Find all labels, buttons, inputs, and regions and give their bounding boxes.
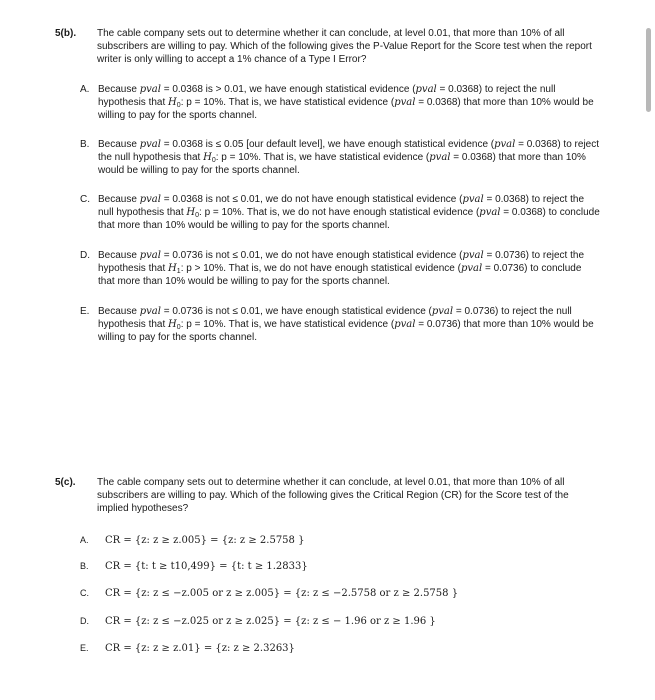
scrollbar[interactable] xyxy=(646,28,651,112)
option-expression: CR = {z: z ≤ −z.005 or z ≥ z.005} = {z: z ≤ −2.5758 or z ≥ 2.5758 } xyxy=(105,588,459,599)
cr-option-d[interactable] xyxy=(80,615,436,628)
option-label: A. xyxy=(80,84,90,95)
cr-option-e[interactable] xyxy=(80,642,295,655)
option-expression: CR = {t: t ≥ t10,499} = {t: t ≥ 1.2833} xyxy=(105,561,308,572)
option-c[interactable] xyxy=(80,193,600,232)
option-text: Because pval = 0.0368 is ≤ 0.05 [our default level], we have enough statistical evidence (pval = 0.0368) to reject the null hypothesis that $H_0$: p = 10%. That is, we have statistical evidence (pval = 0.0368) that more than 10% would be willing to pay for the sports channel. xyxy=(98,139,600,176)
question-text: The cable company sets out to determine whether it can conclude, at level 0.01, that more than 10% of all subscribers are willing to pay. Which of the following gives the Critical Region (CR) for the Score test of the implied hypotheses? xyxy=(97,477,569,514)
option-text: Because pval = 0.0736 is not ≤ 0.01, we do not have enough statistical evidence (pval = 0.0736) to reject the hypothesis that $H_1$: p > 10%. That is, we do not have enough statistical evidence (pval = 0.0736) to conclude that more than 10% would be willing to pay for the sports channel. xyxy=(98,250,585,287)
option-label: C. xyxy=(80,588,89,598)
option-expression: CR = {z: z ≥ z.01} = {z: z ≥ 2.3263} xyxy=(105,643,295,654)
option-expression: CR = {z: z ≥ z.005} = {z: z ≥ 2.5758 } xyxy=(105,535,305,546)
option-b[interactable] xyxy=(80,138,600,177)
option-label: E. xyxy=(80,643,89,653)
option-label: E. xyxy=(80,306,90,317)
question-5b xyxy=(55,27,600,66)
option-expression: CR = {z: z ≤ −z.025 or z ≥ z.025} = {z: z ≤ − 1.96 or z ≥ 1.96 } xyxy=(105,616,436,627)
option-label: B. xyxy=(80,139,90,150)
question-text: The cable company sets out to determine whether it can conclude, at level 0.01, that more than 10% of all subscribers are willing to pay. Which of the following gives the P-Value Report for the Score test when the report writer is only willing to accept a 1% chance of a Type I Error? xyxy=(97,28,592,65)
question-number: 5(c). xyxy=(55,477,76,488)
option-text: Because pval = 0.0736 is not ≤ 0.01, we have enough statistical evidence (pval = 0.0736) to reject the null hypothesis that $H_0$: p = 10%. That is, we have statistical evidence (pval = 0.0736) that more than 10% would be willing to pay for the sports channel. xyxy=(98,306,594,343)
option-e[interactable] xyxy=(80,305,600,344)
option-label: C. xyxy=(80,194,90,205)
option-text: Because pval = 0.0368 is > 0.01, we have enough statistical evidence (pval = 0.0368) to reject the null hypothesis that $H_0$: p = 10%. That is, we have statistical evidence (pval = 0.0368) that more than 10% would be willing to pay for the sports channel. xyxy=(98,84,594,121)
option-d[interactable] xyxy=(80,249,600,288)
option-label: D. xyxy=(80,616,89,626)
cr-option-a[interactable] xyxy=(80,534,304,547)
question-number: 5(b). xyxy=(55,28,77,39)
option-text: Because pval = 0.0368 is not ≤ 0.01, we do not have enough statistical evidence (pval = 0.0368) to reject the null hypothesis that $H_0$: p = 10%. That is, we do not have enough statistical evidence (pval = 0.0368) to conclude that more than 10% would be willing to pay for the sports channel. xyxy=(98,194,600,231)
option-label: B. xyxy=(80,561,89,571)
option-label: D. xyxy=(80,250,90,261)
option-label: A. xyxy=(80,535,89,545)
question-5c xyxy=(55,476,600,515)
cr-option-b[interactable] xyxy=(80,560,308,573)
cr-option-c[interactable] xyxy=(80,587,458,600)
option-a[interactable] xyxy=(80,83,600,122)
